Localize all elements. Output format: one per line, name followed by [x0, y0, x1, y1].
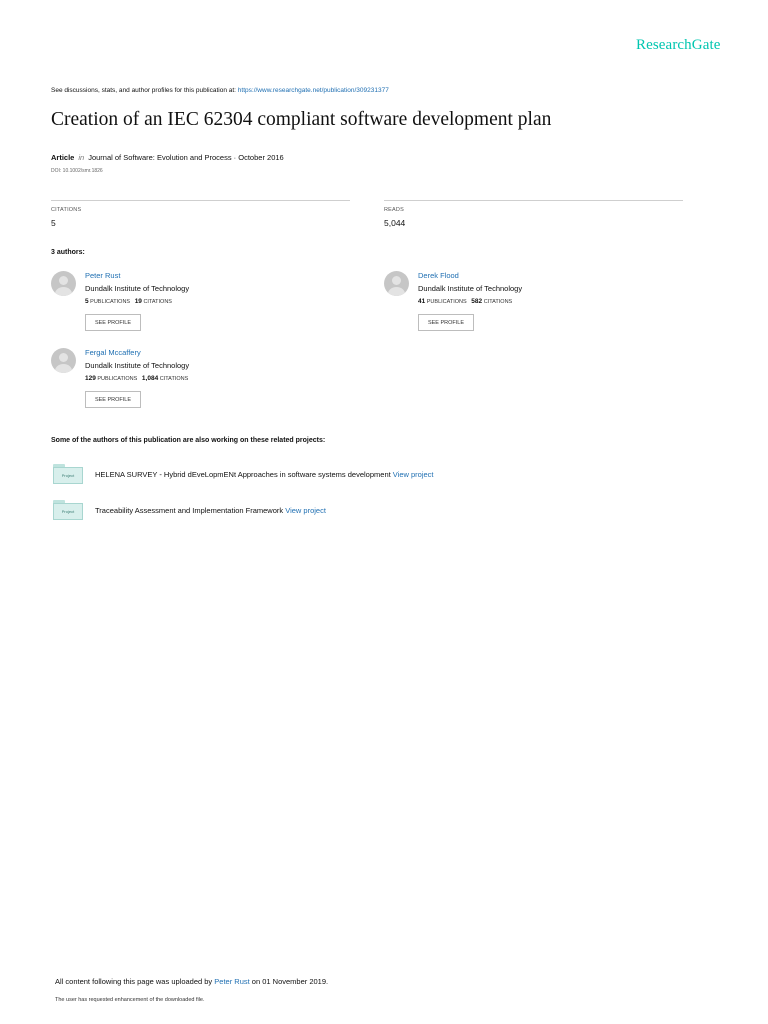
see-discussions-text: See discussions, stats, and author profiles for this publication at:	[51, 87, 238, 94]
citations-count: 582	[471, 298, 483, 305]
publications-count: 129	[85, 375, 96, 382]
project-folder-icon[interactable]	[53, 464, 83, 484]
publications-count: 5	[85, 298, 89, 305]
publications-label: PUBLICATIONS	[97, 376, 138, 382]
reads-count: 5,044	[384, 218, 406, 228]
avatar[interactable]	[51, 271, 76, 296]
publications-label: PUBLICATIONS	[426, 299, 467, 305]
reads-label: READS	[384, 207, 404, 213]
see-profile-button[interactable]: SEE PROFILE	[85, 314, 141, 331]
uploader-link[interactable]: Peter Rust	[214, 977, 250, 986]
reads-divider	[384, 200, 683, 201]
author-card	[384, 271, 684, 341]
project-item	[53, 500, 653, 522]
view-project-link[interactable]: View project	[392, 470, 434, 479]
author-name-link[interactable]: Fergal Mccaffery	[85, 348, 141, 357]
article-type: Article	[51, 153, 75, 162]
author-institution: Dundalk Institute of Technology	[85, 284, 190, 293]
citations-count: 19	[134, 298, 142, 305]
author-card	[51, 271, 351, 341]
author-metrics	[418, 298, 512, 305]
avatar[interactable]	[51, 348, 76, 373]
upload-suffix: on 01 November 2019.	[249, 977, 329, 986]
author-card	[51, 348, 351, 418]
author-metrics	[85, 375, 188, 382]
author-name-link[interactable]: Derek Flood	[418, 271, 459, 280]
citations-count: 1,084	[141, 375, 159, 382]
avatar[interactable]	[384, 271, 409, 296]
publication-title: Creation of an IEC 62304 compliant software development plan	[51, 109, 552, 130]
citations-divider	[51, 200, 350, 201]
citations-count: 5	[51, 218, 56, 228]
citations-label: CITATIONS	[143, 299, 172, 305]
see-discussions-line	[51, 87, 389, 94]
author-institution: Dundalk Institute of Technology	[418, 284, 523, 293]
citations-label: CITATIONS	[159, 376, 189, 382]
project-item	[53, 464, 653, 486]
project-icon-label: Project	[53, 467, 83, 484]
doi: DOI: 10.1002/smr.1826	[51, 168, 103, 174]
project-folder-icon[interactable]	[53, 500, 83, 520]
author-name-link[interactable]: Peter Rust	[85, 271, 121, 280]
see-profile-button[interactable]: SEE PROFILE	[418, 314, 474, 331]
publications-count: 41	[418, 298, 426, 305]
citations-label: CITATIONS	[51, 207, 82, 213]
related-projects-heading: Some of the authors of this publication are also working on these related projects:	[51, 437, 326, 444]
project-title: Traceability Assessment and Implementation Framework	[95, 506, 286, 515]
see-profile-button[interactable]: SEE PROFILE	[85, 391, 141, 408]
upload-prefix: All content following this page was uploaded by	[55, 977, 215, 986]
author-institution: Dundalk Institute of Technology	[85, 361, 190, 370]
project-title: HELENA SURVEY - Hybrid dEveLopmENt Approaches in software systems development	[95, 470, 393, 479]
citations-label: CITATIONS	[483, 299, 513, 305]
author-metrics	[85, 298, 172, 305]
publications-label: PUBLICATIONS	[90, 299, 131, 305]
journal-name: Journal of Software: Evolution and Process · October 2016	[88, 153, 284, 162]
publication-url-link[interactable]: https://www.researchgate.net/publication/309231377	[237, 87, 389, 94]
authors-heading: 3 authors:	[51, 249, 85, 256]
article-info	[51, 153, 284, 162]
enhancement-note: The user has requested enhancement of the downloaded file.	[55, 997, 205, 1003]
view-project-link[interactable]: View project	[285, 506, 326, 515]
project-icon-label: Project	[53, 503, 83, 520]
project-text	[95, 506, 326, 515]
upload-info	[55, 977, 328, 986]
in-label: in	[78, 153, 85, 162]
researchgate-logo[interactable]: ResearchGate	[636, 37, 721, 53]
project-text	[95, 470, 434, 479]
